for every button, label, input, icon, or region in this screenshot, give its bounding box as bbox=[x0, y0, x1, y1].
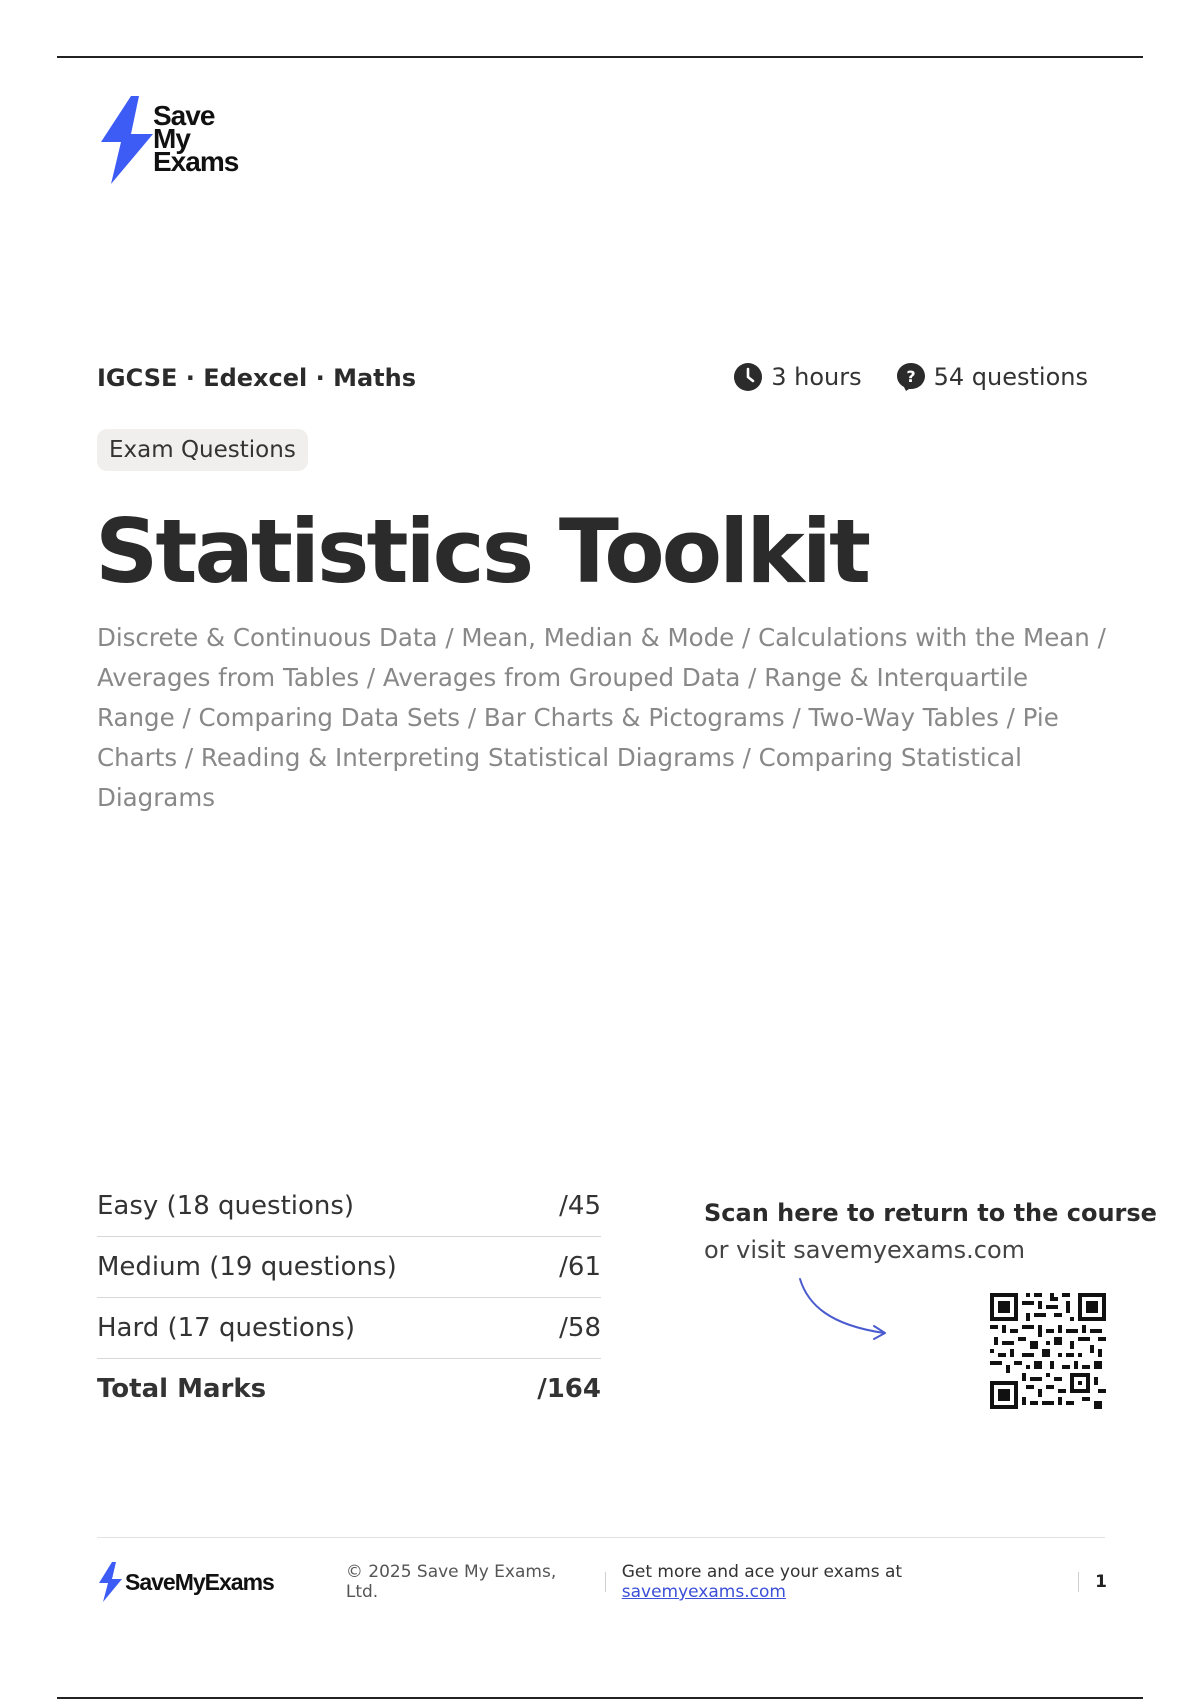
question-count bbox=[896, 362, 1088, 392]
marks-table bbox=[97, 1176, 601, 1419]
breadcrumb: IGCSE · Edexcel · Maths bbox=[97, 364, 417, 392]
footer-logo-text: SaveMyExams bbox=[125, 1568, 274, 1595]
marks-row-value: /61 bbox=[559, 1252, 601, 1282]
lightning-bolt-icon bbox=[97, 96, 155, 186]
curved-arrow-icon bbox=[790, 1275, 900, 1345]
logo-wordmark bbox=[153, 100, 239, 177]
logo-line-2: My bbox=[153, 123, 190, 154]
svg-text:?: ? bbox=[906, 367, 916, 386]
exam-meta bbox=[733, 362, 1088, 392]
lightning-bolt-icon bbox=[97, 1562, 123, 1602]
total-marks-value: /164 bbox=[537, 1374, 601, 1404]
logo-line-1: Save bbox=[153, 100, 215, 131]
question-count-text: 54 questions bbox=[933, 363, 1088, 391]
footer-divider bbox=[97, 1537, 1105, 1538]
marks-row-value: /45 bbox=[559, 1191, 601, 1221]
question-bubble-icon bbox=[896, 362, 926, 392]
top-rule bbox=[57, 56, 1143, 58]
marks-row-label: Hard (17 questions) bbox=[97, 1313, 355, 1343]
footer-cta bbox=[622, 1562, 1062, 1602]
footer-cta-text: Get more and ace your exams at bbox=[621, 1562, 903, 1582]
marks-row-label: Easy (18 questions) bbox=[97, 1191, 355, 1221]
footer-separator bbox=[1078, 1572, 1079, 1592]
bottom-rule bbox=[57, 1697, 1143, 1699]
marks-row-hard bbox=[97, 1298, 601, 1359]
scan-title: Scan here to return to the course bbox=[704, 1199, 1157, 1227]
marks-row-medium bbox=[97, 1237, 601, 1298]
page-number: 1 bbox=[1095, 1572, 1108, 1592]
total-marks-label: Total Marks bbox=[97, 1374, 267, 1404]
page-title: Statistics Toolkit bbox=[95, 500, 869, 603]
qr-code[interactable] bbox=[990, 1293, 1106, 1409]
footer-separator bbox=[605, 1572, 606, 1592]
savemyexams-link[interactable]: savemyexams.com bbox=[621, 1582, 786, 1602]
duration-text: 3 hours bbox=[771, 363, 862, 391]
marks-row-label: Medium (19 questions) bbox=[97, 1252, 397, 1282]
exam-questions-badge: Exam Questions bbox=[97, 429, 308, 471]
marks-row-value: /58 bbox=[559, 1313, 601, 1343]
duration bbox=[733, 362, 861, 392]
topic-list: Discrete & Continuous Data / Mean, Median & Mode / Calculations with the Mean / Averages from Tables / Averages from Grouped Data / Range & Interquartile Range / Comparing Data Sets / Bar Charts & Pictograms / Two-Way Tables / Pie Charts / Reading & Interpreting Statistical Diagrams / Comparing Statistical Diagrams bbox=[97, 623, 1106, 812]
footer bbox=[97, 1562, 1107, 1602]
footer-logo[interactable] bbox=[97, 1562, 274, 1602]
marks-row-total bbox=[97, 1359, 601, 1419]
scan-subtitle: or visit savemyexams.com bbox=[704, 1236, 1026, 1264]
copyright-text: © 2025 Save My Exams, Ltd. bbox=[345, 1562, 557, 1602]
logo-line-3: Exams bbox=[153, 146, 239, 177]
save-my-exams-logo[interactable] bbox=[97, 96, 238, 186]
clock-icon bbox=[733, 362, 763, 392]
marks-row-easy bbox=[97, 1176, 601, 1237]
